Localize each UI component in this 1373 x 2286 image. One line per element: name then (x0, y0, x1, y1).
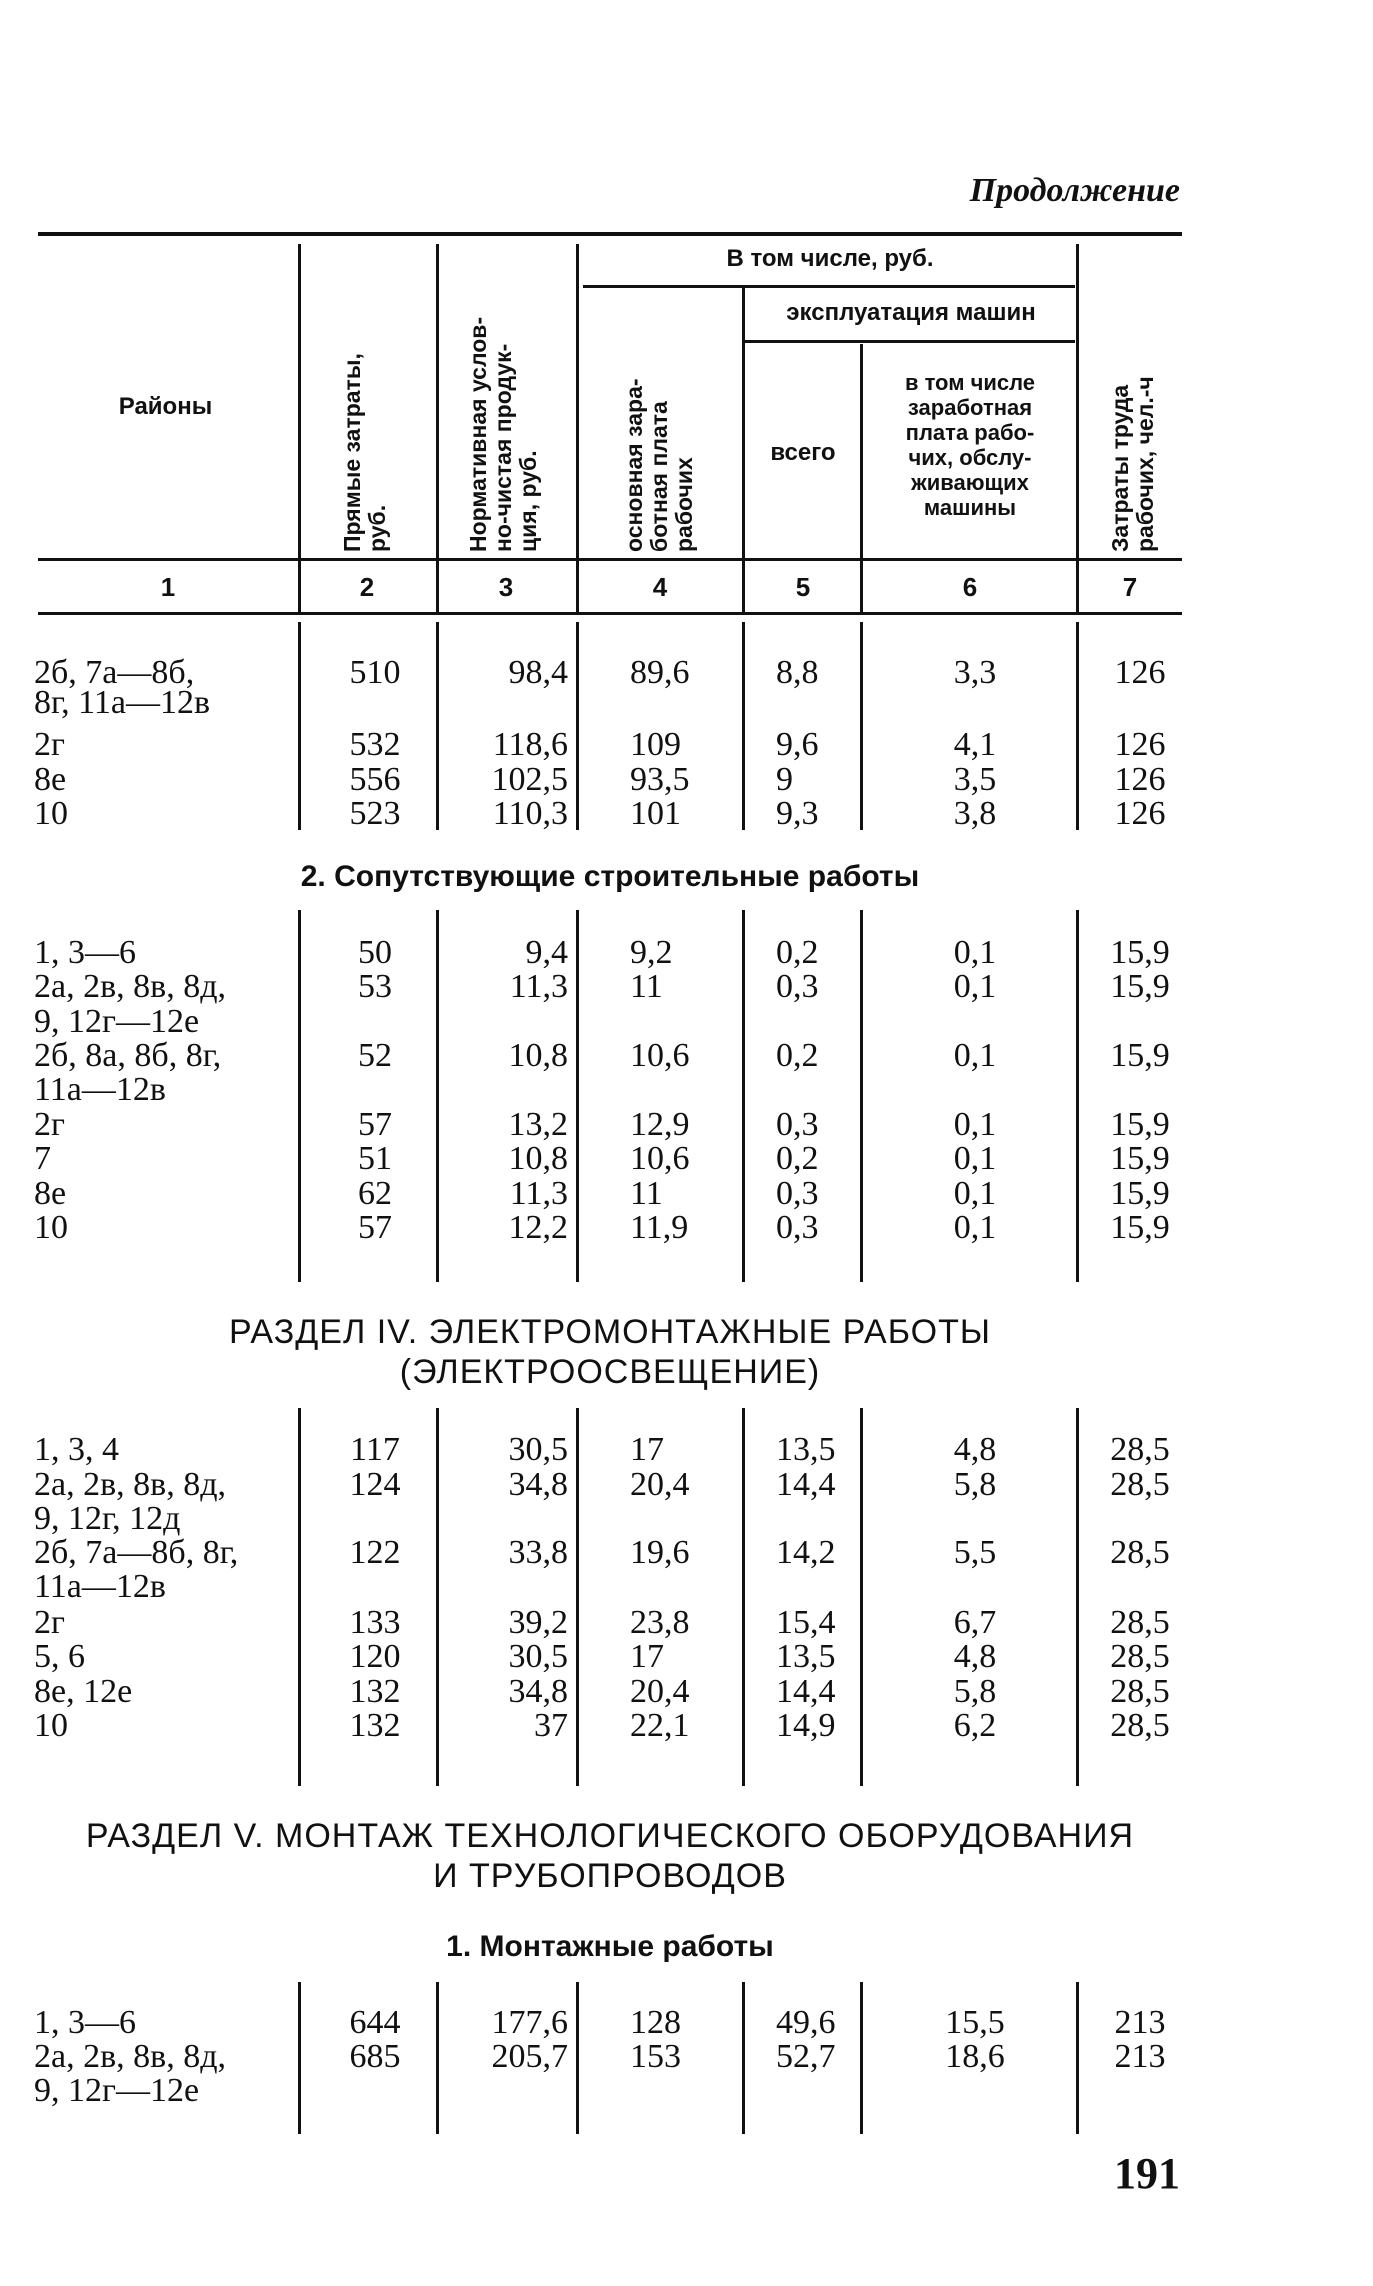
value-cell: 10,8 (508, 1037, 568, 1074)
value-cell: 12,9 (630, 1106, 690, 1143)
district-cell: 5, 6 (34, 1638, 85, 1675)
table-row (0, 796, 1373, 832)
value-cell: 4,1 (953, 726, 997, 763)
district-cell: 2а, 2в, 8в, 8д, (34, 1466, 226, 1503)
header-labor-costs: Затраты труда рабочих, чел.-ч (1107, 376, 1158, 552)
value-cell: 0,2 (776, 934, 819, 971)
value-cell: 9,6 (776, 726, 819, 763)
table-row (0, 1210, 1373, 1246)
header-vline-4 (742, 288, 745, 614)
value-cell: 15,9 (1110, 934, 1170, 971)
table-row (0, 2005, 1373, 2041)
value-cell: 6,7 (953, 1604, 997, 1641)
value-cell: 523 (349, 795, 401, 832)
value-cell: 11,3 (509, 1175, 568, 1212)
value-cell: 13,5 (776, 1638, 836, 1675)
value-cell: 34,8 (508, 1673, 568, 1710)
table-row (0, 2073, 1373, 2109)
value-cell: 109 (630, 726, 681, 763)
value-cell: 39,2 (508, 1604, 568, 1641)
header-vline-2 (436, 244, 439, 614)
table-row (0, 1501, 1373, 1537)
header-direct-costs: Прямые затраты, руб. (339, 353, 390, 552)
subsection-title: 2. Сопутствующие строительные работы (300, 860, 920, 893)
value-cell: 11,9 (630, 1209, 689, 1246)
value-cell: 52 (358, 1037, 392, 1074)
value-cell: 20,4 (630, 1673, 690, 1710)
value-cell: 23,8 (630, 1604, 690, 1641)
page-number: 191 (1114, 2149, 1180, 2198)
value-cell: 93,5 (630, 761, 690, 798)
district-cell: 2а, 2в, 8в, 8д, (34, 2038, 226, 2075)
value-cell: 14,4 (776, 1466, 836, 1503)
value-cell: 102,5 (491, 761, 568, 798)
table-row (0, 969, 1373, 1005)
header-machine-operation: эксплуатация машин (786, 299, 1036, 326)
value-cell: 110,3 (492, 795, 568, 832)
value-cell: 13,5 (776, 1431, 836, 1468)
header-districts: Районы (118, 393, 213, 420)
value-cell: 0,3 (776, 968, 819, 1005)
value-cell: 14,2 (776, 1534, 836, 1571)
district-cell: 8е, 12е (34, 1673, 133, 1710)
header-normative-product: Нормативная услов- но-чистая продук- ция, руб. (465, 316, 541, 552)
value-cell: 0,1 (953, 1209, 997, 1246)
district-cell: 2б, 7а—8б, 8г, (34, 1534, 239, 1571)
value-cell: 0,2 (776, 1037, 819, 1074)
value-cell: 126 (1114, 654, 1166, 691)
value-cell: 8,8 (776, 654, 819, 691)
table-row (0, 1674, 1373, 1710)
district-cell: 2г (34, 1106, 65, 1143)
value-cell: 0,3 (776, 1106, 819, 1143)
value-cell: 0,1 (953, 1175, 997, 1212)
value-cell: 33,8 (508, 1534, 568, 1571)
value-cell: 10,6 (630, 1140, 690, 1177)
value-cell: 644 (349, 2004, 401, 2041)
value-cell: 5,8 (953, 1466, 997, 1503)
value-cell: 30,5 (508, 1638, 568, 1675)
value-cell: 14,4 (776, 1673, 836, 1710)
value-cell: 132 (349, 1673, 401, 1710)
value-cell: 11,3 (509, 968, 568, 1005)
table-row (0, 1569, 1373, 1605)
value-cell: 132 (349, 1707, 401, 1744)
value-cell: 120 (349, 1638, 401, 1675)
district-cell: 1, 3—6 (34, 2004, 136, 2041)
value-cell: 124 (349, 1466, 401, 1503)
district-cell: 8е (34, 761, 67, 798)
value-cell: 14,9 (776, 1707, 836, 1744)
value-cell: 0,1 (953, 968, 997, 1005)
value-cell: 3,5 (953, 761, 997, 798)
district-cell: 9, 12г—12е (34, 1003, 200, 1040)
value-cell: 133 (349, 1604, 401, 1641)
value-cell: 18,6 (945, 2038, 1005, 2075)
district-cell: 2б, 7а—8б, (34, 654, 195, 691)
header-total: всего (770, 439, 836, 466)
table-row (0, 1535, 1373, 1571)
district-cell: 1, 3—6 (34, 934, 136, 971)
table-row (0, 1038, 1373, 1074)
value-cell: 20,4 (630, 1466, 690, 1503)
value-cell: 4,8 (953, 1638, 997, 1675)
value-cell: 12,2 (508, 1209, 568, 1246)
table-row (0, 1605, 1373, 1641)
value-cell: 9,2 (630, 934, 673, 971)
value-cell: 28,5 (1110, 1431, 1170, 1468)
district-cell: 2а, 2в, 8в, 8д, (34, 968, 226, 1005)
district-cell: 1, 3, 4 (34, 1431, 119, 1468)
value-cell: 89,6 (630, 654, 690, 691)
value-cell: 532 (349, 726, 401, 763)
value-cell: 213 (1114, 2038, 1166, 2075)
header-base-wages: основная зара- ботная плата рабочих (621, 378, 697, 552)
value-cell: 28,5 (1110, 1707, 1170, 1744)
value-cell: 15,9 (1110, 1140, 1170, 1177)
value-cell: 0,2 (776, 1140, 819, 1177)
value-cell: 205,7 (491, 2038, 568, 2075)
header-machine-wages: в том числе заработная плата рабо- чих, обслу- живающих машины (904, 370, 1036, 520)
value-cell: 556 (349, 761, 401, 798)
value-cell: 28,5 (1110, 1534, 1170, 1571)
column-number: 3 (498, 572, 514, 602)
value-cell: 126 (1114, 761, 1166, 798)
table-row (0, 685, 1373, 721)
value-cell: 17 (630, 1431, 664, 1468)
value-cell: 51 (358, 1140, 392, 1177)
value-cell: 52,7 (776, 2038, 836, 2075)
table-row (0, 762, 1373, 798)
district-cell: 9, 12г, 12д (34, 1500, 181, 1537)
district-cell: 8е (34, 1175, 67, 1212)
value-cell: 28,5 (1110, 1466, 1170, 1503)
district-cell: 10 (34, 795, 68, 832)
district-cell: 2г (34, 726, 65, 763)
value-cell: 49,6 (776, 2004, 836, 2041)
column-number: 5 (795, 572, 811, 602)
value-cell: 28,5 (1110, 1638, 1170, 1675)
table-row (0, 1004, 1373, 1040)
district-cell: 10 (34, 1707, 68, 1744)
table-row (0, 2039, 1373, 2075)
value-cell: 9,3 (776, 795, 819, 832)
header-vline-5 (860, 344, 863, 614)
value-cell: 510 (349, 654, 401, 691)
value-cell: 0,3 (776, 1175, 819, 1212)
district-cell: 2б, 8а, 8б, 8г, (34, 1037, 222, 1074)
value-cell: 5,8 (953, 1673, 997, 1710)
continuation-label: Продолжение (969, 172, 1180, 209)
value-cell: 28,5 (1110, 1673, 1170, 1710)
value-cell: 6,2 (953, 1707, 997, 1744)
value-cell: 118,6 (492, 726, 568, 763)
value-cell: 15,5 (945, 2004, 1005, 2041)
value-cell: 9,4 (525, 934, 568, 971)
value-cell: 15,9 (1110, 1175, 1170, 1212)
column-number: 6 (962, 572, 978, 602)
value-cell: 126 (1114, 795, 1166, 832)
value-cell: 53 (358, 968, 392, 1005)
value-cell: 0,1 (953, 1106, 997, 1143)
value-cell: 9 (776, 761, 793, 798)
value-cell: 22,1 (630, 1707, 690, 1744)
value-cell: 15,4 (776, 1604, 836, 1641)
value-cell: 34,8 (508, 1466, 568, 1503)
value-cell: 13,2 (508, 1106, 568, 1143)
value-cell: 30,5 (508, 1431, 568, 1468)
subsection-title: 1. Монтажные работы (446, 1930, 774, 1963)
value-cell: 10,6 (630, 1037, 690, 1074)
table-row (0, 727, 1373, 763)
value-cell: 11 (630, 968, 663, 1005)
column-number: 1 (160, 572, 176, 602)
value-cell: 153 (630, 2038, 681, 2075)
column-number: 2 (359, 572, 375, 602)
value-cell: 5,5 (953, 1534, 997, 1571)
value-cell: 4,8 (953, 1431, 997, 1468)
value-cell: 98,4 (508, 654, 568, 691)
column-number: 7 (1122, 572, 1138, 602)
value-cell: 3,8 (953, 795, 997, 832)
table-row (0, 1072, 1373, 1108)
table-row (0, 1708, 1373, 1744)
district-cell: 11а—12в (34, 1071, 166, 1108)
district-cell: 11а—12в (34, 1568, 166, 1605)
value-cell: 3,3 (953, 654, 997, 691)
table-row (0, 1432, 1373, 1468)
value-cell: 15,9 (1110, 1106, 1170, 1143)
header-vline-6 (1076, 244, 1079, 614)
header-bottom-rule (38, 558, 1182, 561)
header-including-rub: В том числе, руб. (726, 245, 934, 272)
value-cell: 62 (358, 1175, 392, 1212)
column-number: 4 (652, 572, 668, 602)
value-cell: 50 (358, 934, 392, 971)
district-cell: 2г (34, 1604, 65, 1641)
value-cell: 128 (630, 2004, 681, 2041)
table-top-rule (38, 232, 1182, 236)
table-row (0, 1467, 1373, 1503)
value-cell: 28,5 (1110, 1604, 1170, 1641)
district-cell: 10 (34, 1209, 68, 1246)
value-cell: 685 (349, 2038, 401, 2075)
value-cell: 15,9 (1110, 1037, 1170, 1074)
value-cell: 0,1 (953, 1037, 997, 1074)
value-cell: 11 (630, 1175, 663, 1212)
value-cell: 17 (630, 1638, 664, 1675)
value-cell: 0,1 (953, 934, 997, 971)
table-row (0, 935, 1373, 971)
value-cell: 101 (630, 795, 681, 832)
value-cell: 57 (358, 1106, 392, 1143)
value-cell: 15,9 (1110, 968, 1170, 1005)
value-cell: 122 (349, 1534, 401, 1571)
value-cell: 213 (1114, 2004, 1166, 2041)
value-cell: 117 (350, 1431, 400, 1468)
district-cell: 9, 12г—12е (34, 2072, 200, 2109)
table-row (0, 1176, 1373, 1212)
value-cell: 37 (534, 1707, 568, 1744)
value-cell: 19,6 (630, 1534, 690, 1571)
subgroup-rule (744, 340, 1075, 343)
district-cell: 7 (34, 1140, 51, 1177)
district-cell: 8г, 11а—12в (34, 684, 210, 721)
column-numbers-rule (38, 612, 1182, 615)
table-row (0, 1141, 1373, 1177)
section-title: РАЗДЕЛ V. МОНТАЖ ТЕХНОЛОГИЧЕСКОГО ОБОРУДОВАНИЯ И ТРУБОПРОВОДОВ (85, 1817, 1135, 1895)
value-cell: 10,8 (508, 1140, 568, 1177)
group-rule (583, 285, 1075, 288)
value-cell: 0,1 (953, 1140, 997, 1177)
value-cell: 0,3 (776, 1209, 819, 1246)
header-vline-1 (298, 244, 301, 614)
section-title: РАЗДЕЛ IV. ЭЛЕКТРОМОНТАЖНЫЕ РАБОТЫ (ЭЛЕКТРООСВЕЩЕНИЕ) (229, 1313, 991, 1391)
table-row (0, 1107, 1373, 1143)
value-cell: 15,9 (1110, 1209, 1170, 1246)
header-vline-3 (576, 244, 579, 614)
value-cell: 57 (358, 1209, 392, 1246)
value-cell: 126 (1114, 726, 1166, 763)
table-row (0, 1639, 1373, 1675)
value-cell: 177,6 (491, 2004, 568, 2041)
